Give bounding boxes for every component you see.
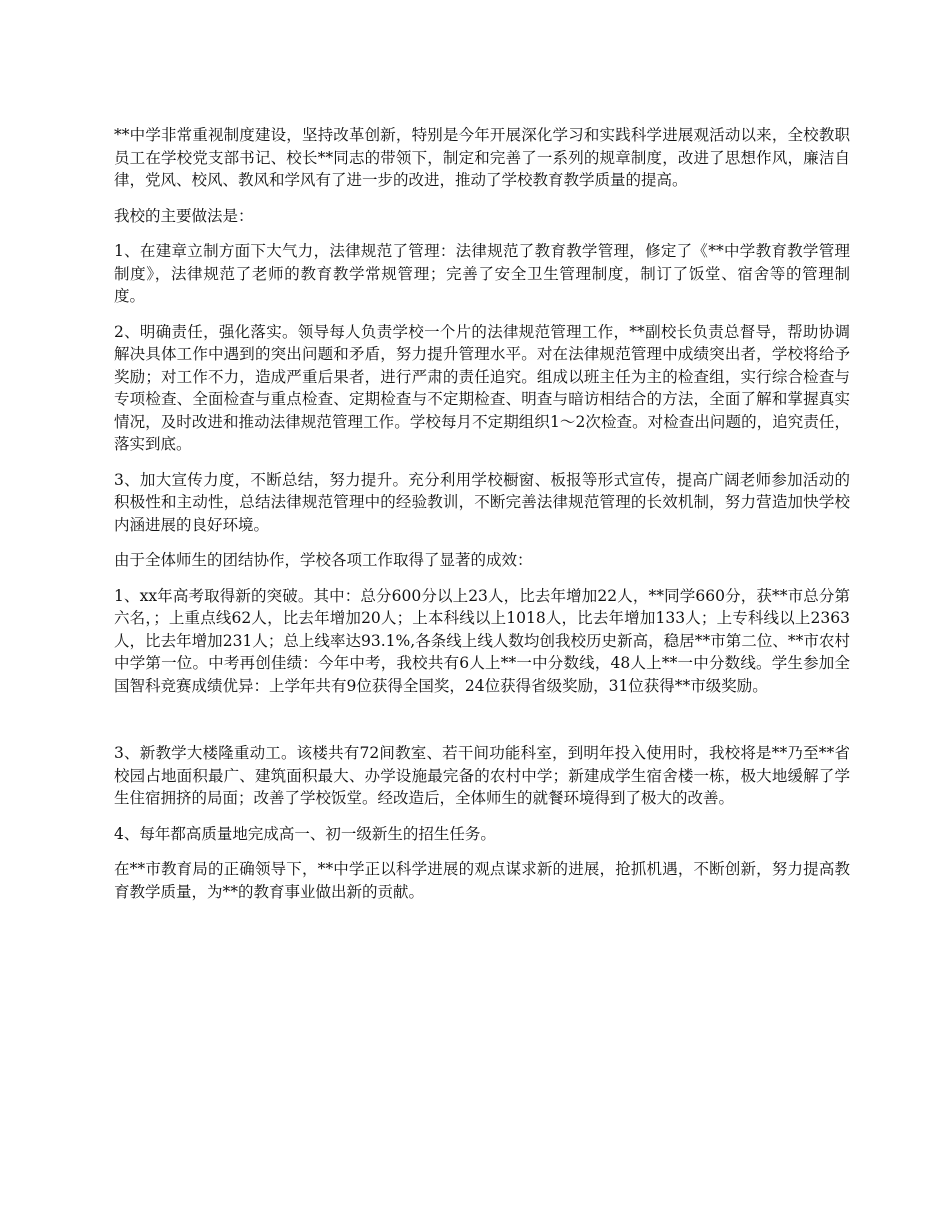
blank-gap	[114, 710, 850, 742]
intro-paragraph: **中学非常重视制度建设，坚持改革创新，特别是今年开展深化学习和实践科学进展观活动以来，全校教职员工在学校党支部书记、校长**同志的带领下，制定和完善了一系列的规章制度，改进了思想作风，廉洁自律，党风、校风、教风和学风有了进一步的改进，推动了学校教育教学质量的提高。	[114, 126, 850, 189]
method-item-2: 2、明确责任，强化落实。领导每人负责学校一个片的法律规范管理工作，**副校长负责总督导，帮助协调解决具体工作中遇到的突出问题和矛盾，努力提升管理水平。对在法律规范管理中成绩突出者，学校将给予奖励；对工作不力，造成严重后果者，进行严肃的责任追究。组成以班主任为主的检查组，实行综合检查与专项检查、全面检查与重点检查、定期检查与不定期检查、明查与暗访相结合的方法，全面了解和掌握真实情况，及时改进和推动法律规范管理工作。学校每月不定期组织1～2次检查。对检查出问题的，追究责任，落实到底。	[114, 322, 850, 453]
result-item-3: 3、新教学大楼隆重动工。该楼共有72间教室、若干间功能科室，到明年投入使用时，我校将是**乃至**省校园占地面积最广、建筑面积最大、办学设施最完备的农村中学；新建成学生宿舍楼一栋，极大地缓解了学生住宿拥挤的局面；改善了学校饭堂。经改造后，全体师生的就餐环境得到了极大的改善。	[114, 744, 850, 807]
result-item-4: 4、每年都高质量地完成高一、初一级新生的招生任务。	[114, 824, 496, 843]
closing-paragraph: 在**市教育局的正确领导下，**中学正以科学进展的观点谋求新的进展，抢抓机遇，不断创新，努力提高教育教学质量，为**的教育事业做出新的贡献。	[114, 860, 850, 901]
method-item-1: 1、在建章立制方面下大气力，法律规范了管理：法律规范了教育教学管理，修定了《**中学教育教学管理制度》，法律规范了老师的教育教学常规管理；完善了安全卫生管理制度，制订了饭堂、宿舍等的管理制度。	[114, 242, 850, 305]
method-item-3: 3、加大宣传力度，不断总结，努力提升。充分利用学校橱窗、板报等形式宣传，提高广阔老师参加活动的积极性和主动性，总结法律规范管理中的经验教训，不断完善法律规范管理的长效机制，努力营造加快学校内涵进展的良好环境。	[114, 470, 850, 534]
methods-heading: 我校的主要做法是：	[114, 206, 254, 225]
document-page	[114, 124, 850, 916]
result-item-1: 1、xx年高考取得新的突破。其中：总分600分以上23人，比去年增加22人，**同学660分，获**市总分第六名，；上重点线62人，比去年增加20人；上本科线以上1018人，比去年增加133人；上专科线以上2363人，比去年增加231人；总上线率达93.1%,各条线上线人数均创我校历史新高，稳居**市第二位、**市农村中学第一位。中考再创佳绩：今年中考，我校共有6人上**一中分数线，48人上**一中分数线。学生参加全国智科竞赛成绩优异：上学年共有9位获得全国奖，24位获得省级奖励，31位获得**市级奖励。	[114, 586, 850, 695]
results-heading: 由于全体师生的团结协作，学校各项工作取得了显著的成效：	[114, 551, 533, 569]
